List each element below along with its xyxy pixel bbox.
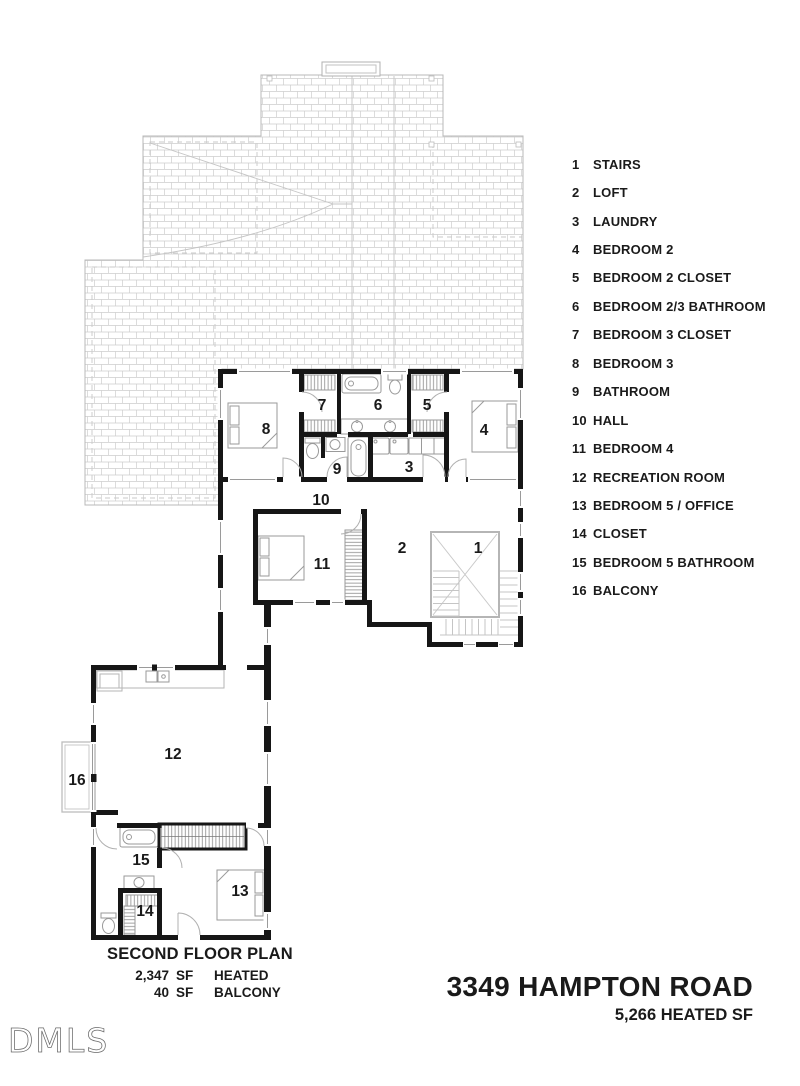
legend-row bbox=[572, 264, 792, 292]
legend-number: 3 bbox=[572, 213, 580, 229]
legend-row bbox=[572, 349, 792, 377]
legend-number: 4 bbox=[572, 242, 580, 258]
room-number: 1 bbox=[473, 540, 483, 557]
legend-number: 10 bbox=[572, 412, 587, 428]
legend-row bbox=[572, 520, 792, 548]
washer-dryer-icon bbox=[371, 438, 447, 454]
room-number: 15 bbox=[132, 852, 150, 869]
room-number: 3 bbox=[404, 459, 414, 476]
dmls-logo bbox=[6, 1020, 136, 1064]
legend-row bbox=[572, 548, 792, 576]
vanity-icon bbox=[124, 876, 154, 889]
bed-icon bbox=[258, 536, 304, 580]
legend-label: HALL bbox=[593, 412, 629, 428]
vanity-icon bbox=[341, 419, 408, 434]
room-number: 5 bbox=[422, 397, 432, 414]
area-unit: SF bbox=[176, 985, 194, 1000]
legend-number: 9 bbox=[572, 384, 580, 400]
legend-row bbox=[572, 463, 792, 491]
room-number: 8 bbox=[261, 421, 271, 438]
legend-number: 2 bbox=[572, 185, 580, 201]
legend-row bbox=[572, 207, 792, 235]
toilet-icon bbox=[101, 913, 116, 934]
legend-label: BEDROOM 5 BATHROOM bbox=[593, 554, 755, 570]
legend-number: 11 bbox=[572, 441, 587, 457]
room-number: 11 bbox=[313, 556, 331, 573]
legend-label: RECREATION ROOM bbox=[593, 469, 726, 485]
address-title: 3349 HAMPTON ROAD bbox=[446, 971, 753, 1002]
legend-number: 15 bbox=[572, 554, 587, 570]
toilet-icon bbox=[305, 438, 320, 459]
bathtub-icon bbox=[342, 374, 381, 393]
legend-row bbox=[572, 434, 792, 462]
room-number: 16 bbox=[68, 772, 86, 789]
address-block bbox=[447, 971, 753, 1025]
legend-label: BALCONY bbox=[593, 583, 659, 599]
legend-number: 7 bbox=[572, 327, 580, 343]
legend-label: CLOSET bbox=[593, 526, 647, 542]
legend-number: 14 bbox=[572, 526, 587, 542]
chimney bbox=[322, 62, 380, 76]
dmls-logo-text: DMLS bbox=[8, 1021, 110, 1060]
legend-row bbox=[572, 292, 792, 320]
legend-row bbox=[572, 378, 792, 406]
area-label: BALCONY bbox=[214, 985, 281, 1000]
room-number: 6 bbox=[373, 397, 383, 414]
legend-label: BATHROOM bbox=[593, 384, 671, 400]
room-number: 14 bbox=[136, 903, 154, 920]
legend-label: BEDROOM 2 bbox=[593, 242, 674, 258]
legend-number: 16 bbox=[572, 583, 587, 599]
legend-row bbox=[572, 577, 792, 605]
area-value: 40 bbox=[153, 985, 169, 1000]
room-number: 9 bbox=[332, 461, 342, 478]
legend-row bbox=[572, 321, 792, 349]
room-number: 7 bbox=[317, 397, 327, 414]
kitchenette bbox=[96, 670, 224, 691]
room-number: 4 bbox=[479, 422, 489, 439]
area-unit: SF bbox=[176, 968, 194, 983]
legend-number: 1 bbox=[572, 156, 580, 172]
legend-label: BEDROOM 5 / OFFICE bbox=[593, 497, 734, 513]
legend-number: 13 bbox=[572, 497, 587, 513]
legend-label: STAIRS bbox=[593, 156, 641, 172]
legend-label: BEDROOM 4 bbox=[593, 441, 674, 457]
floor-plan-title: SECOND FLOOR PLAN bbox=[107, 945, 293, 963]
legend-label: BEDROOM 3 bbox=[593, 355, 674, 371]
bathtub-icon bbox=[120, 827, 158, 847]
room-number: 10 bbox=[312, 492, 330, 509]
legend-row bbox=[572, 178, 792, 206]
legend-number: 12 bbox=[572, 469, 587, 485]
legend-number: 5 bbox=[572, 270, 580, 286]
area-row bbox=[107, 984, 293, 1001]
legend-row bbox=[572, 491, 792, 519]
toilet-icon bbox=[388, 374, 402, 394]
legend-label: BEDROOM 2/3 BATHROOM bbox=[593, 298, 766, 314]
legend-number: 6 bbox=[572, 298, 580, 314]
area-row bbox=[107, 967, 293, 984]
legend-label: LAUNDRY bbox=[593, 213, 658, 229]
room-number: 2 bbox=[397, 540, 407, 557]
legend-label: LOFT bbox=[593, 185, 628, 201]
legend-row bbox=[572, 235, 792, 263]
legend-label: BEDROOM 2 CLOSET bbox=[593, 270, 732, 286]
legend-number: 8 bbox=[572, 355, 580, 371]
room-number: 13 bbox=[231, 883, 249, 900]
room-legend bbox=[572, 150, 792, 605]
floor-title-block bbox=[107, 945, 293, 1001]
area-summary bbox=[107, 967, 293, 1001]
legend-label: BEDROOM 3 CLOSET bbox=[593, 327, 732, 343]
room-number: 12 bbox=[164, 746, 182, 763]
area-value: 2,347 bbox=[135, 968, 169, 983]
sink-icon bbox=[326, 438, 345, 452]
legend-row bbox=[572, 150, 792, 178]
legend-row bbox=[572, 406, 792, 434]
bathtub-icon bbox=[348, 437, 369, 479]
area-label: HEATED bbox=[214, 968, 269, 983]
heated-sf-subtitle: 5,266 HEATED SF bbox=[614, 1006, 753, 1024]
